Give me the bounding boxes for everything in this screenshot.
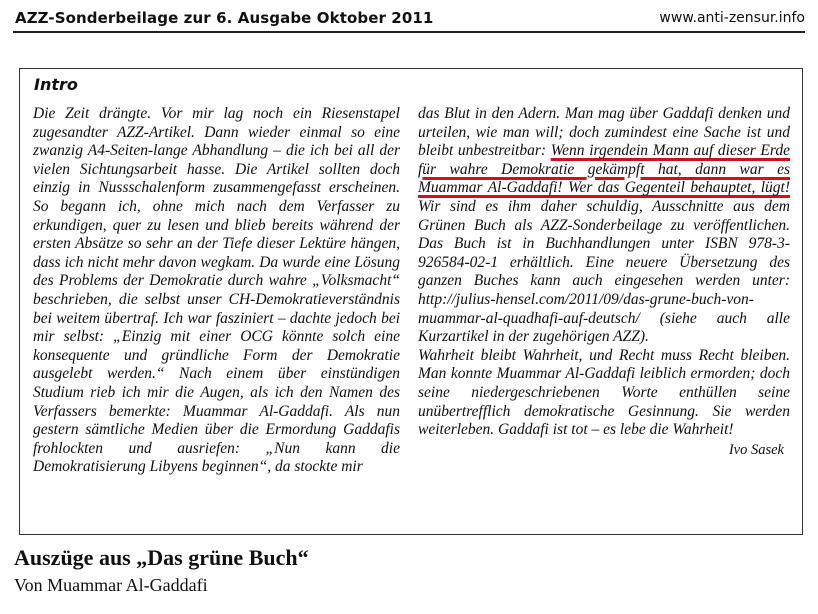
website-url: www.anti-zensur.info [659,10,805,26]
intro-box [19,68,803,535]
intro-right-text-end: Wir sind es ihm daher schuldig, Ausschnitte aus dem Grünen Buch als AZZ-Sonderbeilage zu veröffentlichen. Das Buch ist in Buchhandlungen unter ISBN 978-3-926584-02-1 erhältlich. Eine neuere Übersetzung des ganzen Buches kann auch eingesehen werden unter: http://julius-hensel.com/2011/09/das-grune-buch-von-muammar-al-quadhafi-auf-deutsch/ (siehe auch alle Kurzartikel in der zugehörigen AZZ). [418,197,790,346]
author-signature: Ivo Sasek [728,441,784,458]
intro-heading: Intro [34,75,78,94]
intro-right-paragraph [418,105,790,347]
underlined-quote: Wenn irgendein Mann auf dieser Erde für wahre Demokratie gekämpft hat, dann war es Muammar Al-Gaddafi! Wer das Gegenteil behauptet, lügt! [418,142,790,197]
page-header [13,7,805,33]
intro-left-text: Die Zeit drängte. Vor mir lag noch ein Riesenstapel zugesandter AZZ-Artikel. Dann wieder einmal so eine zwanzig A4-Seiten-lange Abhandlung – die ich bei all der vielen Sichtungsarbeit hasse. Die Artikel sollten doch einzig in Nussschalenform zusammengefasst erscheinen. So begann ich, ohne mich nach dem Verfasser zu erkundigen, quer zu lesen und blieb bereits während der ersten Absätze so sehr an der Tiefe dieser Lektüre hängen, dass ich nicht mehr davon wegkam. Da wurde eine Lösung des Problems der Demokratie durch wahre „Volksmacht“ beschrieben, die selbst unser CH-Demokratieverständnis bei weitem übertraf. Ich war fasziniert – dachte jedoch bei mir selbst: „Einzig mit einer OCG könnte solch eine konsequente und gründliche Form der Demokratie ausgelebt werden.“ Nach einem über einstündigen Studium rieb ich mir die Augen, als ich den Namen des Verfassers bemerkte: Muammar Al-Gaddafi. Als nun gestern sämtliche Medien über die Ermordung Gaddafis frohlockten und ausriefen: „Nun kann die Demokratisierung Libyens beginnen“, da stockte mir [33,105,400,476]
closing-paragraph: Wahrheit bleibt Wahrheit, und Recht muss Recht bleiben. Man konnte Muammar Al-Gaddafi leiblich ermorden; doch seine niedergeschriebenen Worte enthüllen seine unübertrefflich demokratische Gesinnung. Sie werden weiterleben. Gaddafi ist tot – es lebe die Wahrheit! [418,346,790,439]
section-subtitle: Von Muammar Al-Gaddafi [14,575,208,595]
intro-right-column [418,105,790,459]
intro-right-text-start: das Blut in den Adern. Man mag über Gaddafi denken und urteilen, wie man will; doch zumindest eine Sache ist und bleibt unbestreitbar: [418,105,790,160]
section-title: Auszüge aus „Das grüne Buch“ [14,545,309,570]
intro-left-column [33,105,400,477]
supplement-title: AZZ-Sonderbeilage zur 6. Ausgabe Oktober 2011 [15,9,434,27]
